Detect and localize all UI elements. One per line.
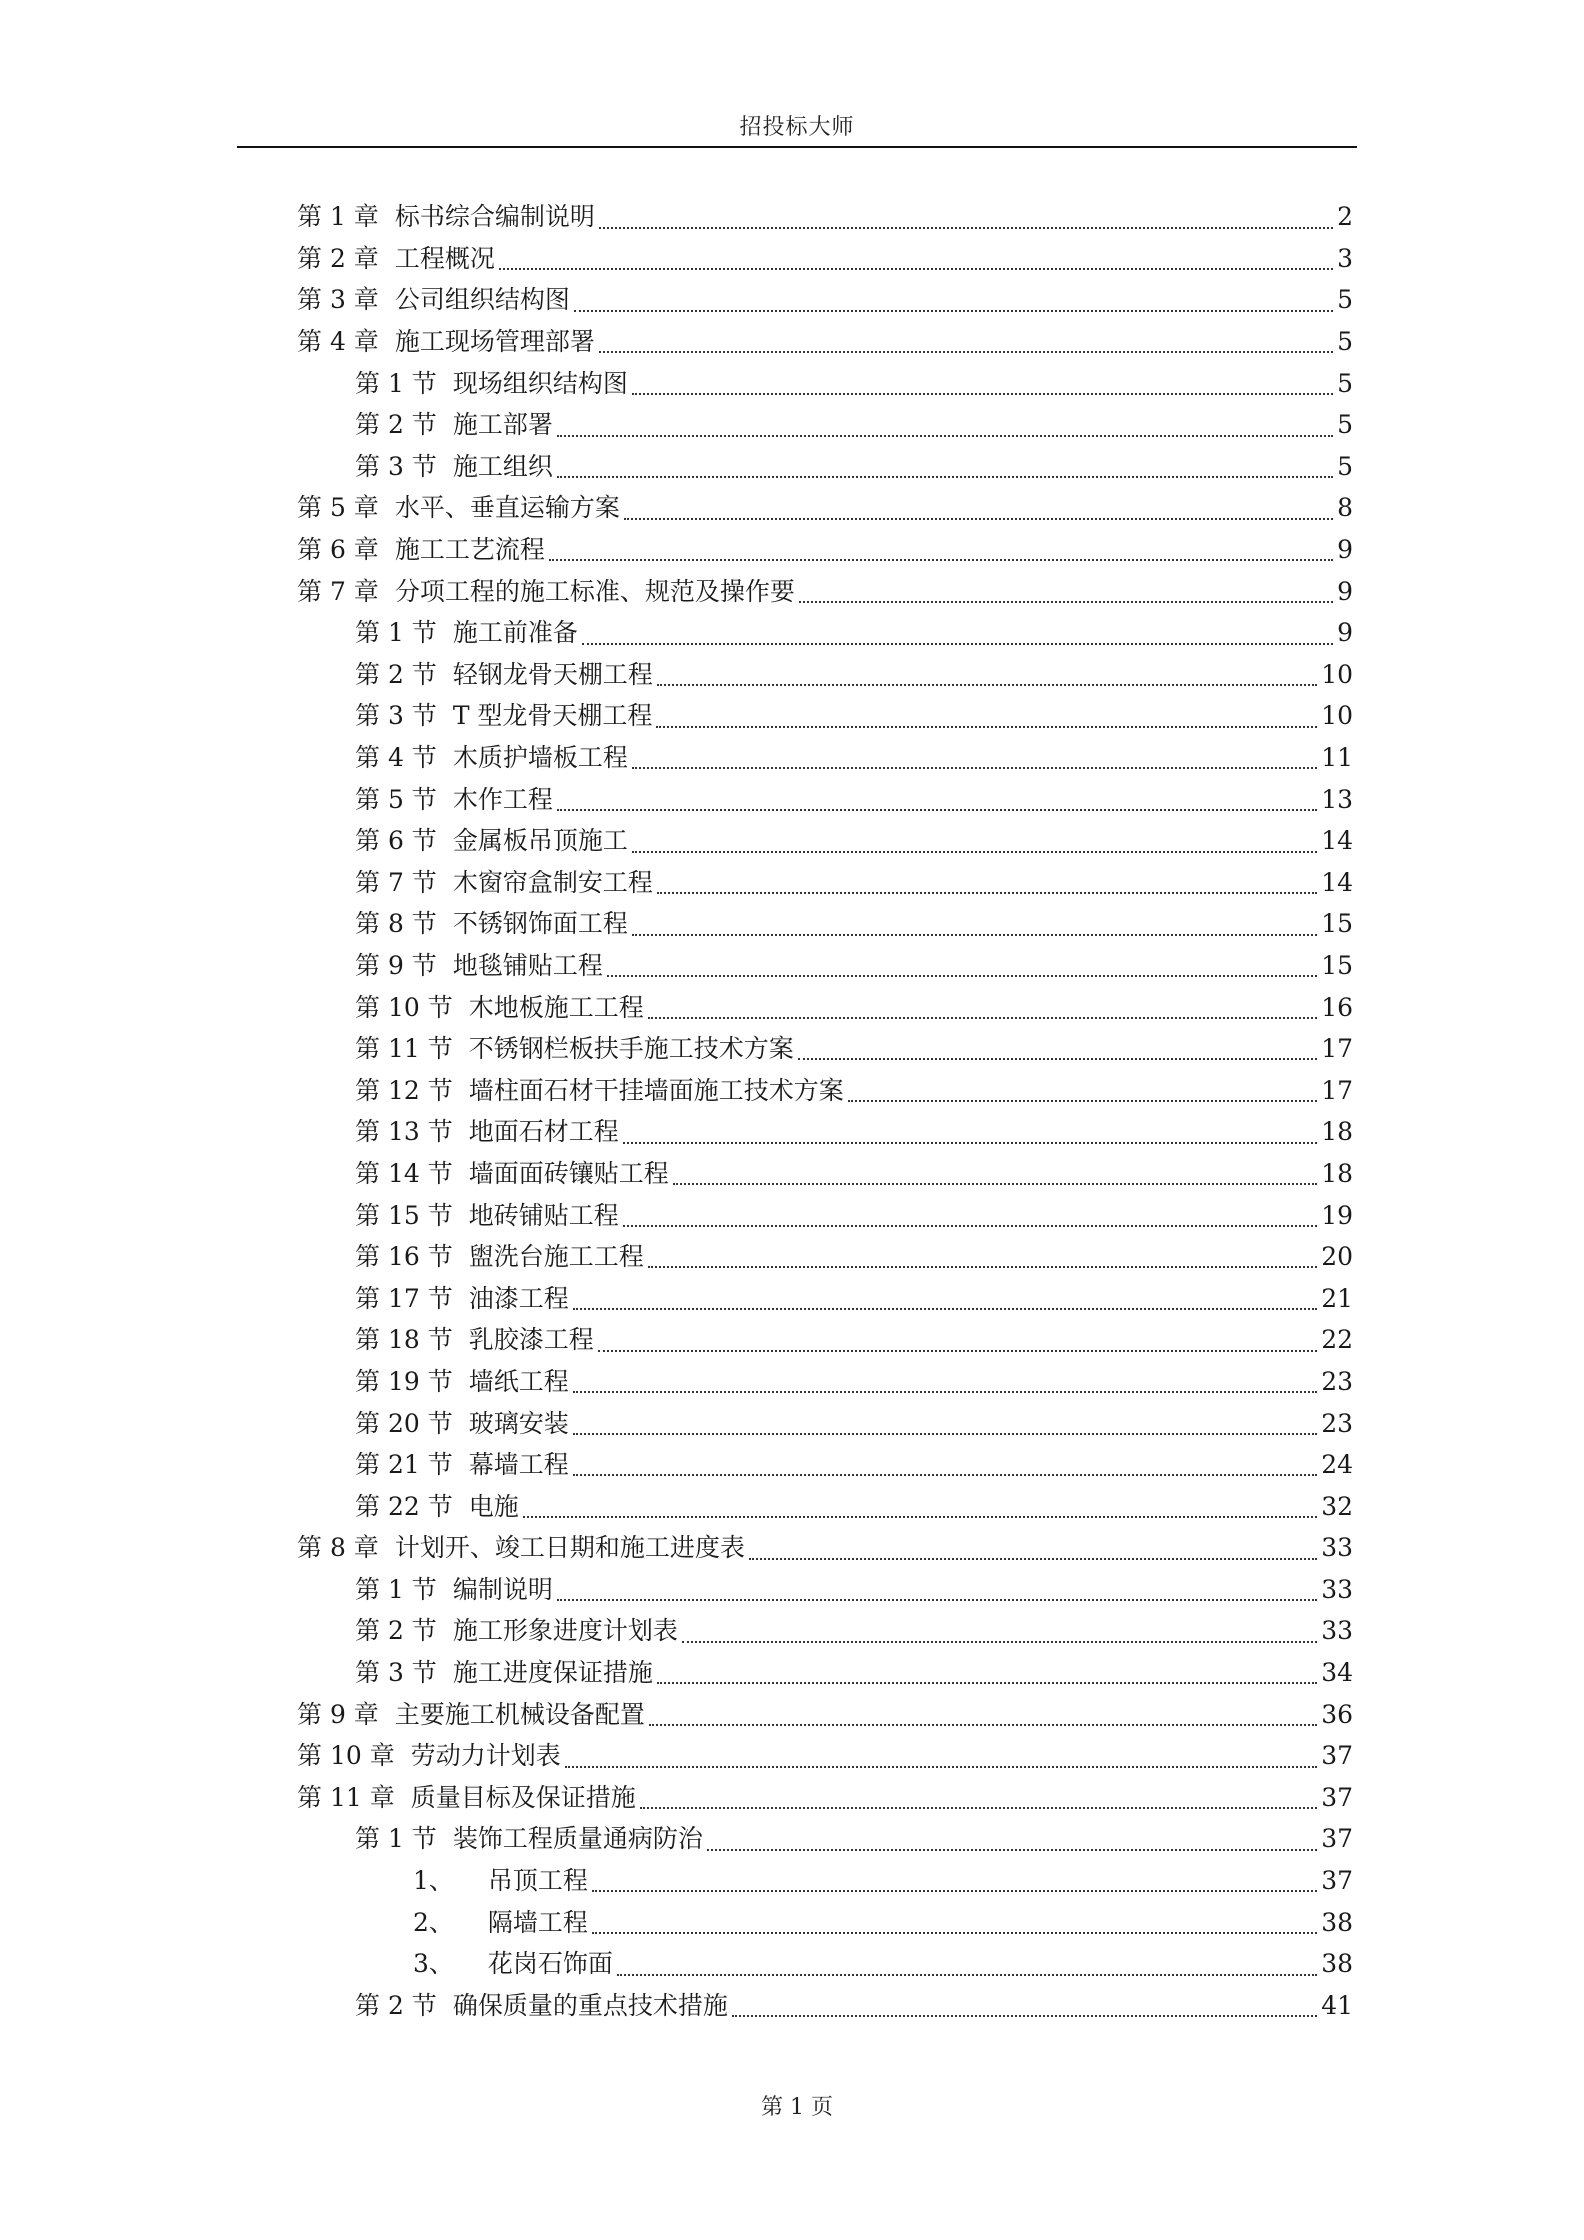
- toc-entry-number: 3、: [413, 1949, 454, 1979]
- toc-entry-page: 22: [1321, 1325, 1353, 1355]
- toc-dot-leader: [632, 934, 1317, 936]
- toc-dot-leader: [574, 310, 1333, 312]
- toc-entry[interactable]: [297, 238, 1353, 280]
- toc-entry-title: 施工现场管理部署: [394, 327, 595, 357]
- toc-entry[interactable]: [297, 1610, 1353, 1652]
- toc-dot-leader: [523, 1516, 1317, 1518]
- toc-dot-leader: [557, 809, 1317, 811]
- toc-entry-title: 计划开、竣工日期和施工进度表: [394, 1533, 745, 1563]
- toc-entry-title: 花岗石饰面: [487, 1949, 613, 1979]
- toc-entry-number: 第 3 节: [355, 1658, 437, 1688]
- toc-entry[interactable]: [297, 1444, 1353, 1486]
- toc-entry-number: 第 1 章: [297, 202, 379, 232]
- toc-entry-number: 第 3 节: [355, 701, 437, 731]
- toc-dot-leader: [656, 726, 1317, 728]
- toc-entry-title: 吊顶工程: [487, 1866, 588, 1896]
- toc-entry-number: 第 14 节: [355, 1158, 453, 1188]
- toc-dot-leader: [648, 1266, 1317, 1268]
- toc-dot-leader: [557, 1599, 1317, 1601]
- toc-entry-title: 木作工程: [452, 784, 553, 814]
- toc-entry-title: 标书综合编制说明: [394, 202, 595, 232]
- toc-entry-page: 15: [1321, 909, 1353, 939]
- toc-entry-number: 第 6 章: [297, 535, 379, 565]
- toc-entry-page: 14: [1321, 826, 1353, 856]
- toc-entry[interactable]: [297, 487, 1353, 529]
- toc-dot-leader: [657, 684, 1317, 686]
- toc-dot-leader: [607, 975, 1317, 977]
- toc-entry-number: 第 6 节: [355, 826, 437, 856]
- toc-entry-page: 37: [1321, 1866, 1353, 1896]
- toc-entry[interactable]: [297, 695, 1353, 737]
- toc-entry-title: 墙面面砖镶贴工程: [468, 1158, 669, 1188]
- toc-entry-number: 第 1 节: [355, 618, 437, 648]
- toc-entry-number: 第 8 章: [297, 1533, 379, 1563]
- toc-entry[interactable]: [297, 1361, 1353, 1403]
- toc-entry-page: 37: [1321, 1824, 1353, 1854]
- toc-entry-title: 施工进度保证措施: [452, 1658, 653, 1688]
- toc-entry[interactable]: [297, 1319, 1353, 1361]
- toc-entry-page: 41: [1321, 1990, 1353, 2020]
- toc-entry[interactable]: [297, 778, 1353, 820]
- toc-dot-leader: [565, 1766, 1317, 1768]
- toc-entry[interactable]: [297, 1652, 1353, 1694]
- toc-dot-leader: [649, 1724, 1317, 1726]
- toc-entry-title: 水平、垂直运输方案: [394, 493, 620, 523]
- toc-entry-title: 轻钢龙骨天棚工程: [452, 659, 653, 689]
- toc-entry[interactable]: [297, 570, 1353, 612]
- toc-entry-page: 10: [1321, 659, 1353, 689]
- toc-entry-number: 第 7 节: [355, 867, 437, 897]
- toc-entry[interactable]: [297, 1485, 1353, 1527]
- toc-entry[interactable]: [297, 529, 1353, 571]
- toc-entry-page: 18: [1321, 1158, 1353, 1188]
- toc-entry-title: 电施: [468, 1491, 519, 1521]
- toc-dot-leader: [848, 1100, 1317, 1102]
- toc-dot-leader: [673, 1183, 1317, 1185]
- toc-dot-leader: [549, 559, 1333, 561]
- toc-entry-title: 施工组织: [452, 451, 553, 481]
- toc-entry-page: 13: [1321, 784, 1353, 814]
- toc-dot-leader: [573, 1308, 1317, 1310]
- toc-entry-number: 第 10 节: [355, 992, 453, 1022]
- toc-entry-title: 隔墙工程: [487, 1907, 588, 1937]
- toc-dot-leader: [632, 851, 1317, 853]
- toc-entry-number: 第 5 节: [355, 784, 437, 814]
- toc-entry[interactable]: [297, 1901, 1353, 1943]
- toc-entry-page: 9: [1337, 618, 1353, 648]
- toc-dot-leader: [499, 268, 1333, 270]
- toc-entry-number: 第 21 节: [355, 1450, 453, 1480]
- toc-entry-title: 编制说明: [452, 1574, 553, 1604]
- toc-entry[interactable]: [297, 862, 1353, 904]
- table-of-contents: [297, 196, 1353, 2026]
- toc-entry-title: 玻璃安装: [468, 1408, 569, 1438]
- toc-entry[interactable]: [297, 1153, 1353, 1195]
- toc-entry-title: 质量目标及保证措施: [410, 1782, 636, 1812]
- toc-entry-page: 9: [1337, 535, 1353, 565]
- toc-dot-leader: [799, 601, 1333, 603]
- toc-entry-number: 第 4 章: [297, 327, 379, 357]
- toc-entry[interactable]: [297, 1569, 1353, 1611]
- toc-entry-title: 金属板吊顶施工: [452, 826, 628, 856]
- toc-entry[interactable]: [297, 1277, 1353, 1319]
- toc-entry[interactable]: [297, 1818, 1353, 1860]
- toc-entry[interactable]: [297, 1236, 1353, 1278]
- toc-entry-title: 油漆工程: [468, 1283, 569, 1313]
- toc-entry[interactable]: [297, 1985, 1353, 2027]
- toc-entry-page: 10: [1321, 701, 1353, 731]
- toc-entry[interactable]: [297, 1860, 1353, 1902]
- page-footer: 第 1 页: [761, 2095, 833, 2120]
- toc-entry-page: 14: [1321, 867, 1353, 897]
- toc-entry-number: 2、: [413, 1907, 454, 1937]
- toc-entry-title: 盥洗台施工工程: [468, 1242, 644, 1272]
- toc-entry-page: 5: [1337, 327, 1353, 357]
- toc-entry[interactable]: [297, 654, 1353, 696]
- toc-entry[interactable]: [297, 1777, 1353, 1819]
- toc-entry-title: 装饰工程质量通病防治: [452, 1824, 703, 1854]
- toc-entry-title: 施工工艺流程: [394, 535, 545, 565]
- toc-entry-page: 15: [1321, 950, 1353, 980]
- toc-dot-leader: [623, 1142, 1317, 1144]
- toc-dot-leader: [648, 1017, 1317, 1019]
- toc-entry-page: 3: [1337, 243, 1353, 273]
- toc-dot-leader: [582, 643, 1333, 645]
- toc-entry-number: 第 9 章: [297, 1699, 379, 1729]
- toc-entry-page: 19: [1321, 1200, 1353, 1230]
- toc-entry-page: 33: [1321, 1533, 1353, 1563]
- toc-entry-number: 第 2 节: [355, 1990, 437, 2020]
- toc-entry-page: 18: [1321, 1117, 1353, 1147]
- toc-entry[interactable]: [297, 1194, 1353, 1236]
- toc-entry-number: 第 22 节: [355, 1491, 453, 1521]
- toc-entry-page: 24: [1321, 1450, 1353, 1480]
- toc-entry-number: 第 17 节: [355, 1283, 453, 1313]
- toc-entry-page: 23: [1321, 1408, 1353, 1438]
- toc-entry-page: 16: [1321, 992, 1353, 1022]
- toc-entry-title: 劳动力计划表: [410, 1741, 561, 1771]
- toc-entry-page: 17: [1321, 1075, 1353, 1105]
- toc-entry-number: 第 13 节: [355, 1117, 453, 1147]
- toc-entry[interactable]: [297, 1693, 1353, 1735]
- toc-entry-title: 幕墙工程: [468, 1450, 569, 1480]
- toc-entry-number: 第 2 节: [355, 1616, 437, 1646]
- toc-entry-number: 第 2 节: [355, 659, 437, 689]
- toc-dot-leader: [573, 1433, 1317, 1435]
- toc-entry-page: 11: [1321, 743, 1353, 773]
- toc-dot-leader: [592, 1890, 1317, 1892]
- toc-entry-number: 第 15 节: [355, 1200, 453, 1230]
- toc-entry-title: 施工部署: [452, 410, 553, 440]
- toc-entry[interactable]: [297, 945, 1353, 987]
- toc-entry[interactable]: [297, 1069, 1353, 1111]
- toc-dot-leader: [632, 393, 1333, 395]
- toc-entry-page: 33: [1321, 1616, 1353, 1646]
- toc-entry[interactable]: [297, 1111, 1353, 1153]
- toc-entry-page: 21: [1321, 1283, 1353, 1313]
- toc-entry-page: 8: [1337, 493, 1353, 523]
- toc-entry[interactable]: [297, 986, 1353, 1028]
- toc-entry[interactable]: [297, 1943, 1353, 1985]
- page-header: 招投标大师: [739, 115, 855, 140]
- toc-dot-leader: [598, 1350, 1317, 1352]
- toc-entry[interactable]: [297, 737, 1353, 779]
- toc-entry-page: 17: [1321, 1034, 1353, 1064]
- toc-entry[interactable]: [297, 196, 1353, 238]
- toc-entry-number: 第 18 节: [355, 1325, 453, 1355]
- toc-dot-leader: [632, 767, 1317, 769]
- toc-entry-title: 确保质量的重点技术措施: [452, 1990, 728, 2020]
- toc-entry-page: 38: [1321, 1907, 1353, 1937]
- toc-dot-leader: [624, 518, 1333, 520]
- toc-entry-title: 现场组织结构图: [452, 368, 628, 398]
- toc-entry-number: 第 5 章: [297, 493, 379, 523]
- toc-dot-leader: [617, 1974, 1317, 1976]
- toc-dot-leader: [592, 1932, 1317, 1934]
- toc-entry-title: 施工前准备: [452, 618, 578, 648]
- toc-entry-title: T 型龙骨天棚工程: [452, 701, 653, 731]
- toc-entry-title: 不锈钢栏板扶手施工技术方案: [468, 1034, 794, 1064]
- toc-entry[interactable]: [297, 362, 1353, 404]
- toc-entry-title: 地面石材工程: [468, 1117, 619, 1147]
- toc-entry-number: 第 12 节: [355, 1075, 453, 1105]
- toc-dot-leader: [599, 227, 1333, 229]
- toc-dot-leader: [640, 1807, 1317, 1809]
- toc-entry[interactable]: [297, 279, 1353, 321]
- toc-entry-title: 地毯铺贴工程: [452, 950, 603, 980]
- toc-entry-number: 第 20 节: [355, 1408, 453, 1438]
- toc-dot-leader: [732, 2015, 1317, 2017]
- toc-dot-leader: [657, 1682, 1317, 1684]
- toc-dot-leader: [599, 351, 1333, 353]
- toc-entry-number: 第 3 章: [297, 285, 379, 315]
- toc-entry-number: 第 3 节: [355, 451, 437, 481]
- toc-entry-title: 木地板施工工程: [468, 992, 644, 1022]
- toc-dot-leader: [557, 476, 1333, 478]
- toc-entry[interactable]: [297, 446, 1353, 488]
- toc-entry[interactable]: [297, 1028, 1353, 1070]
- toc-entry-page: 5: [1337, 451, 1353, 481]
- toc-entry-page: 23: [1321, 1366, 1353, 1396]
- toc-entry-number: 第 9 节: [355, 950, 437, 980]
- toc-entry-number: 第 1 节: [355, 368, 437, 398]
- toc-entry-title: 乳胶漆工程: [468, 1325, 594, 1355]
- toc-dot-leader: [798, 1058, 1317, 1060]
- toc-entry[interactable]: [297, 903, 1353, 945]
- toc-entry-page: 36: [1321, 1699, 1353, 1729]
- toc-entry-number: 第 11 章: [297, 1782, 395, 1812]
- header-rule: [237, 146, 1357, 148]
- toc-entry-title: 主要施工机械设备配置: [394, 1699, 645, 1729]
- toc-entry-number: 第 4 节: [355, 743, 437, 773]
- toc-entry-number: 1、: [413, 1866, 454, 1896]
- toc-entry-number: 第 2 章: [297, 243, 379, 273]
- toc-dot-leader: [657, 892, 1317, 894]
- toc-entry-page: 5: [1337, 410, 1353, 440]
- toc-entry-title: 木质护墙板工程: [452, 743, 628, 773]
- toc-entry[interactable]: [297, 404, 1353, 446]
- toc-entry-page: 38: [1321, 1949, 1353, 1979]
- toc-entry-page: 37: [1321, 1782, 1353, 1812]
- toc-entry-title: 木窗帘盒制安工程: [452, 867, 653, 897]
- toc-entry-title: 工程概况: [394, 243, 495, 273]
- toc-entry-number: 第 2 节: [355, 410, 437, 440]
- toc-entry-number: 第 19 节: [355, 1366, 453, 1396]
- toc-entry-number: 第 1 节: [355, 1824, 437, 1854]
- toc-entry-number: 第 10 章: [297, 1741, 395, 1771]
- toc-dot-leader: [573, 1391, 1317, 1393]
- toc-entry-page: 2: [1337, 202, 1353, 232]
- toc-dot-leader: [707, 1849, 1317, 1851]
- toc-entry[interactable]: [297, 1735, 1353, 1777]
- toc-entry[interactable]: [297, 1527, 1353, 1569]
- toc-entry-page: 34: [1321, 1658, 1353, 1688]
- toc-entry[interactable]: [297, 1402, 1353, 1444]
- toc-entry-number: 第 11 节: [355, 1034, 453, 1064]
- toc-entry-page: 33: [1321, 1574, 1353, 1604]
- toc-entry-title: 分项工程的施工标准、规范及操作要: [394, 576, 795, 606]
- toc-entry[interactable]: [297, 612, 1353, 654]
- toc-entry-number: 第 7 章: [297, 576, 379, 606]
- toc-entry-page: 5: [1337, 285, 1353, 315]
- toc-entry-page: 32: [1321, 1491, 1353, 1521]
- toc-entry-title: 施工形象进度计划表: [452, 1616, 678, 1646]
- toc-entry-page: 5: [1337, 368, 1353, 398]
- toc-entry[interactable]: [297, 321, 1353, 363]
- toc-entry[interactable]: [297, 820, 1353, 862]
- toc-dot-leader: [573, 1474, 1317, 1476]
- toc-entry-number: 第 8 节: [355, 909, 437, 939]
- toc-entry-title: 不锈钢饰面工程: [452, 909, 628, 939]
- toc-dot-leader: [557, 435, 1333, 437]
- toc-entry-number: 第 16 节: [355, 1242, 453, 1272]
- toc-entry-page: 9: [1337, 576, 1353, 606]
- toc-dot-leader: [682, 1641, 1317, 1643]
- toc-entry-page: 37: [1321, 1741, 1353, 1771]
- toc-entry-title: 墙纸工程: [468, 1366, 569, 1396]
- toc-entry-title: 公司组织结构图: [394, 285, 570, 315]
- toc-entry-number: 第 1 节: [355, 1574, 437, 1604]
- toc-dot-leader: [749, 1558, 1317, 1560]
- toc-entry-page: 20: [1321, 1242, 1353, 1272]
- toc-entry-title: 地砖铺贴工程: [468, 1200, 619, 1230]
- toc-entry-title: 墙柱面石材干挂墙面施工技术方案: [468, 1075, 844, 1105]
- toc-dot-leader: [623, 1225, 1317, 1227]
